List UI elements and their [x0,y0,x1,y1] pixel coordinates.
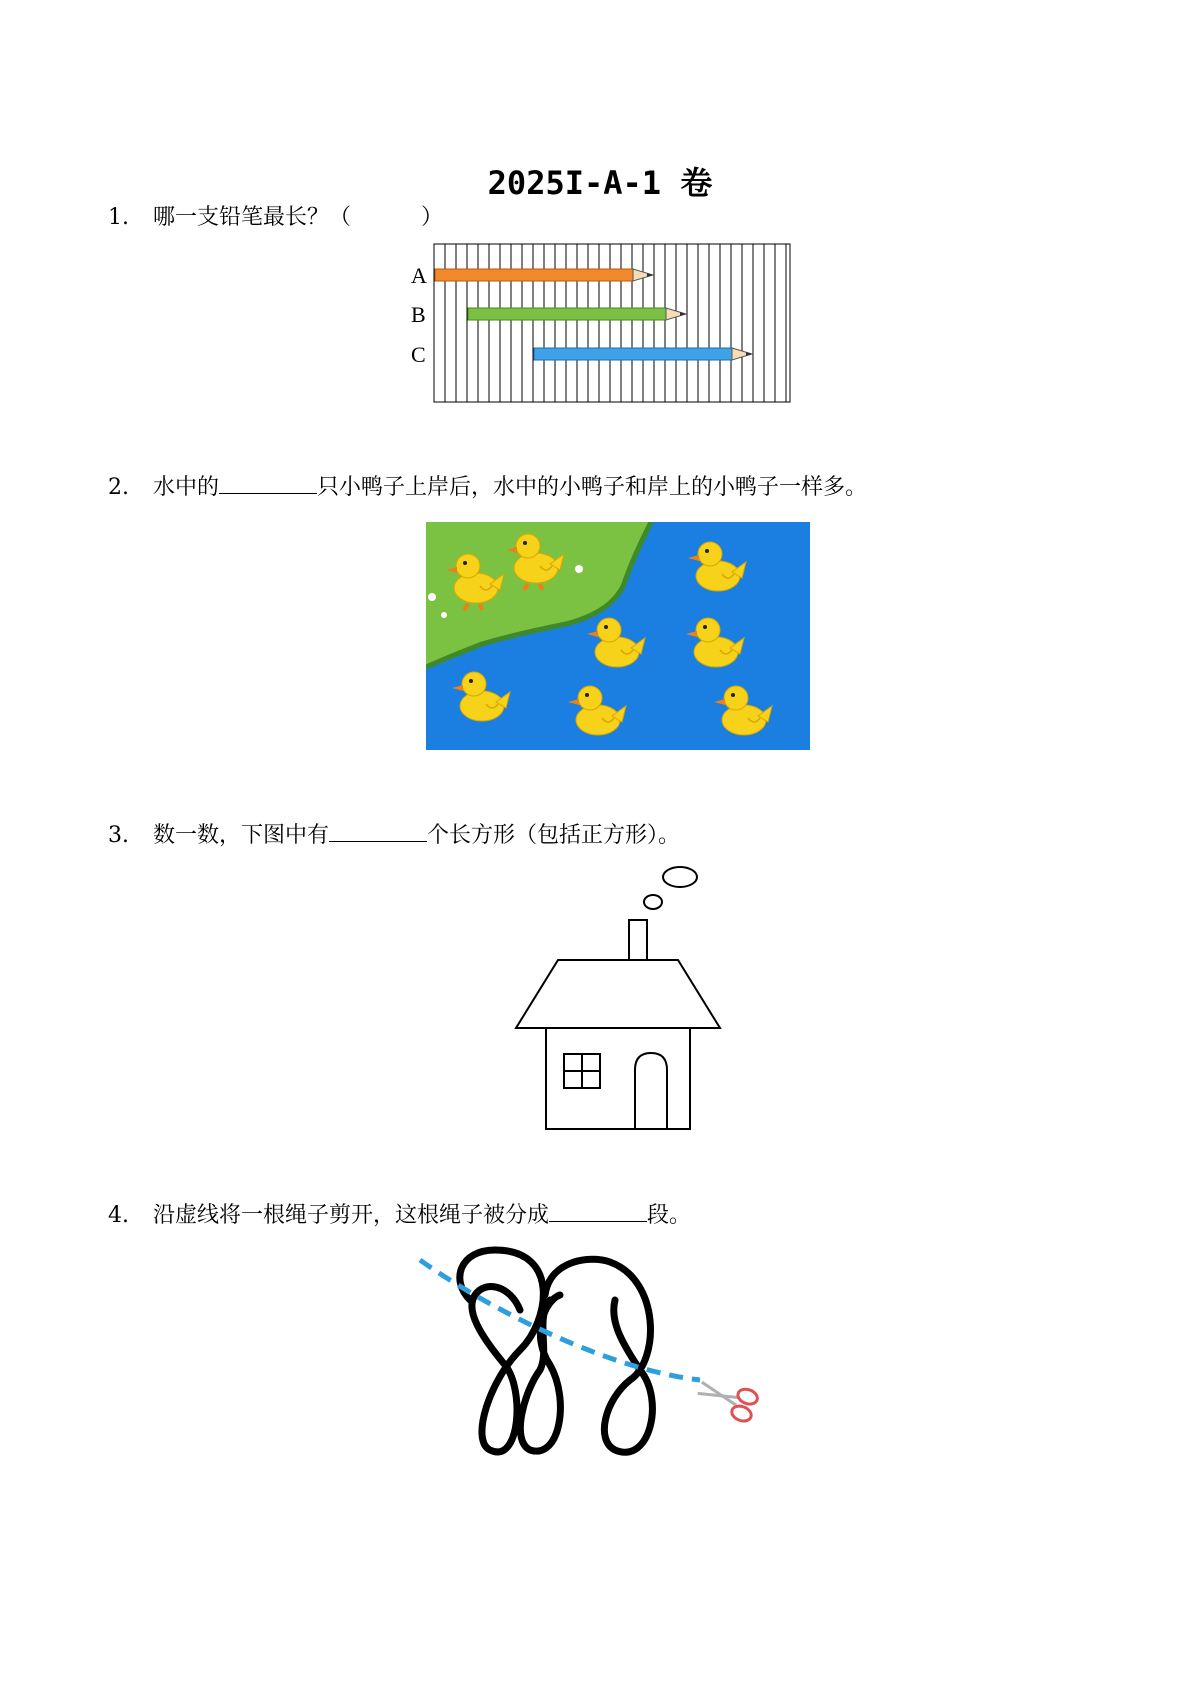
flower [441,612,447,618]
smoke-cloud-large [663,867,697,887]
question-number: 1. [108,205,129,230]
pencil-grid-figure [400,236,800,408]
rope-figure [410,1240,790,1480]
answer-blank[interactable] [549,1203,647,1222]
grid-border [434,244,790,402]
question-text: 哪一支铅笔最长？（ [153,205,352,230]
pencil-label-a: A [411,263,427,288]
answer-blank[interactable] [329,823,427,842]
question-text: 沿虚线将一根绳子剪开，这根绳子被分成 [153,1203,550,1228]
answer-blank[interactable] [219,475,317,494]
question-text-end: 段。 [647,1203,692,1228]
question-number: 4. [108,1203,129,1228]
question-number: 3. [108,823,129,848]
question-3 [108,818,680,849]
rope [460,1250,653,1452]
question-text-end: 只小鸭子上岸后，水中的小鸭子和岸上的小鸭子一样多。 [317,475,868,500]
pencil-a [435,269,653,281]
roof [516,960,720,1028]
pencil-label-b: B [411,302,426,327]
question-text: 水中的 [153,475,220,500]
question-number: 2. [108,475,129,500]
scissors-icon[interactable] [694,1374,759,1424]
ducks-figure [426,522,810,750]
question-text-end: ） [421,205,444,230]
question-text-end: 个长方形（包括正方形）。 [427,823,681,848]
door [635,1053,667,1129]
question-1 [108,200,443,231]
pencil-b [468,308,686,320]
page-title: 2025I-A-1 卷 [487,164,713,202]
pencil-c [534,348,752,360]
question-text: 数一数，下图中有 [153,823,330,848]
pencil-label-c: C [411,342,426,367]
question-4 [108,1198,691,1229]
house-wall [546,1028,690,1129]
question-2 [108,470,867,501]
chimney [629,920,647,960]
flower [575,565,583,573]
smoke-cloud-small [644,895,662,909]
grid [434,244,790,402]
house-figure [510,864,730,1136]
flower [428,593,436,601]
